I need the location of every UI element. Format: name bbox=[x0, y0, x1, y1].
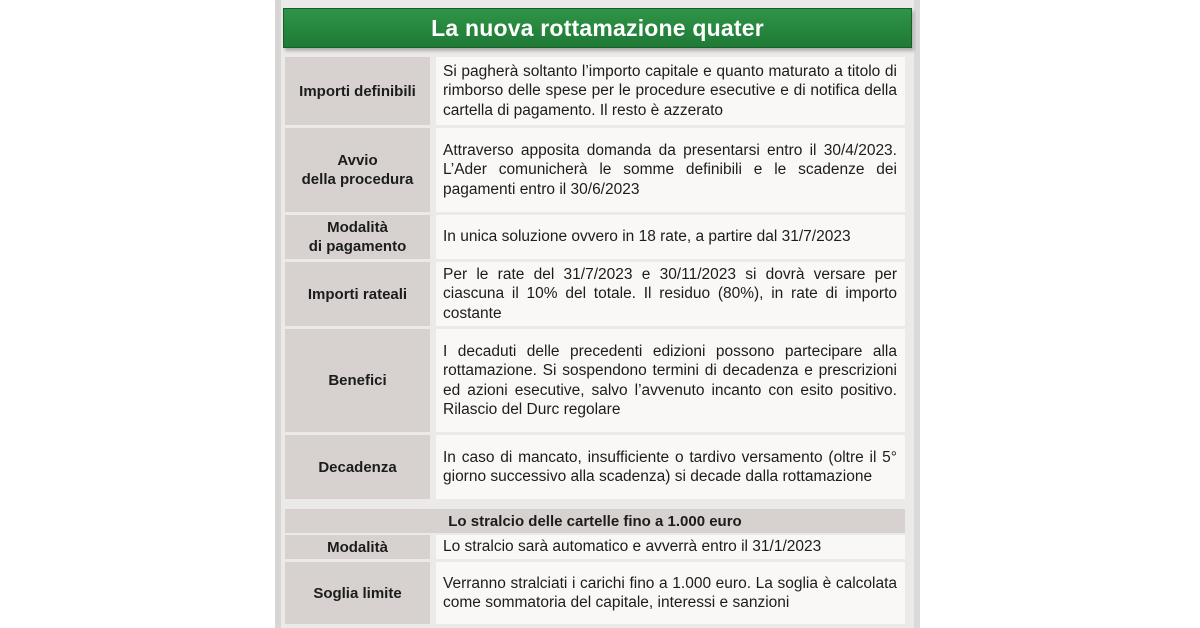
row-label: Decadenza bbox=[285, 435, 430, 499]
infographic-card bbox=[275, 0, 920, 628]
row-label: Importi rateali bbox=[285, 262, 430, 326]
stralcio-table bbox=[285, 532, 905, 627]
table-row-benefici bbox=[285, 329, 905, 432]
row-text: I decaduti delle precedenti edizioni possono partecipare alla rottamazione. Si sospendono termini di decadenza e prescrizioni ed azioni esecutive, salvo l’avvenuto incanto con esito positivo. Rilascio del Durc regolare bbox=[436, 329, 905, 432]
row-label: Modalità bbox=[285, 535, 430, 559]
quater-table bbox=[285, 54, 905, 502]
row-label: Importi definibili bbox=[285, 57, 430, 125]
table-row-importi-rateali bbox=[285, 262, 905, 326]
card-edge-left bbox=[275, 0, 281, 628]
row-text: Per le rate del 31/7/2023 e 30/11/2023 si dovrà versare per ciascuna il 10% del totale. Il residuo (80%), in rate di importo costante bbox=[436, 262, 905, 326]
table-row-soglia-limite bbox=[285, 562, 905, 624]
row-label: Soglia limite bbox=[285, 562, 430, 624]
row-text: Attraverso apposita domanda da presentarsi entro il 30/4/2023. L’Ader comunicherà le somme definibili e le scadenze dei pagamenti entro il 30/6/2023 bbox=[436, 128, 905, 212]
page-title: La nuova rottamazione quater bbox=[431, 14, 764, 41]
row-text: Si pagherà soltanto l’importo capitale e quanto maturato a titolo di rimborso delle spese per le procedure esecutive e di notifica della cartella di pagamento. Il resto è azzerato bbox=[436, 57, 905, 125]
table-row-importi-definibili bbox=[285, 57, 905, 125]
table-row-modalita bbox=[285, 535, 905, 559]
table-row-modalita-pagamento bbox=[285, 215, 905, 259]
card-edge-right bbox=[914, 0, 920, 628]
row-text: In caso di mancato, insufficiente o tardivo versamento (oltre il 5° giorno successivo alla scadenza) si decade dalla rottamazione bbox=[436, 435, 905, 499]
table-row-decadenza bbox=[285, 435, 905, 499]
row-label: Benefici bbox=[285, 329, 430, 432]
row-text: In unica soluzione ovvero in 18 rate, a partire dal 31/7/2023 bbox=[436, 215, 905, 259]
stralcio-section-header: Lo stralcio delle cartelle fino a 1.000 euro bbox=[285, 509, 905, 533]
row-text: Verranno stralciati i carichi fino a 1.000 euro. La soglia è calcolata come sommatoria del capitale, interessi e sanzioni bbox=[436, 562, 905, 624]
table-row-avvio-procedura bbox=[285, 128, 905, 212]
row-label: Avvio della procedura bbox=[285, 128, 430, 212]
row-text: Lo stralcio sarà automatico e avverrà entro il 31/1/2023 bbox=[436, 535, 905, 559]
title-banner bbox=[283, 8, 912, 48]
row-label: Modalità di pagamento bbox=[285, 215, 430, 259]
